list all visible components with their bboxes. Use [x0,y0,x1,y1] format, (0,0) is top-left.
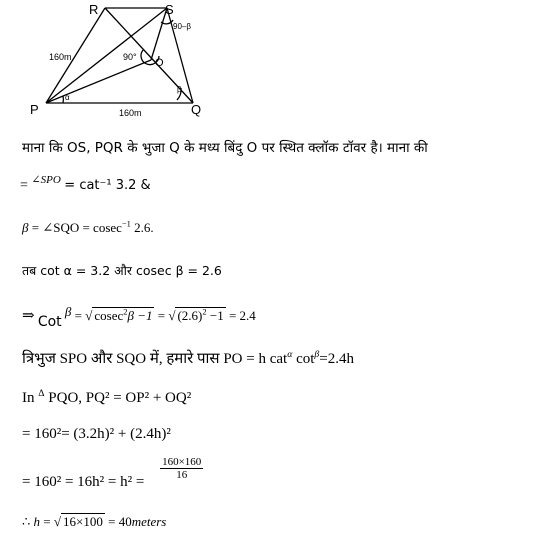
equals-sign: = [20,178,28,193]
label-q: Q [191,102,202,117]
label-pq-length: 160m [119,108,142,118]
beta-symbol-2: β [64,304,72,319]
line-po [46,60,151,103]
equals-2: = [157,308,166,323]
label-beta: β [177,85,182,94]
beta-symbol-3: β [314,349,320,360]
fraction [160,456,203,481]
label-pr-length: 160m [49,52,72,62]
pythagoras: PQO, PQ² = OP² + OQ² [48,390,192,406]
label-angle-s: 90–β [173,22,191,31]
triangle-symbol: Δ [38,388,45,399]
equals-1: = [74,308,82,323]
text-line-2 [20,174,151,194]
text-line-5: ⇒ Cot β = √ cosec$^2$β −1 = √ $(2.6)^2 -1 = 2.4$ [22,304,256,330]
text-line-6: त्रिभुज SPO और SQO में, हमारे पास PO = h cat$^\alpha$ $\cot^\beta=2.4h$ [22,349,354,367]
text-line-7: In $^\Delta$ PQO, PQ² = OP² + OQ² [22,388,192,406]
cot-result: = 2.4 [228,308,256,323]
inverse-exponent: −1 [121,218,131,229]
label-alpha: α [65,93,70,102]
fraction-numerator: 160×160 [162,456,202,468]
angle-spo: ∠SPO [31,174,61,186]
implies-arrow: ⇒ [22,308,35,324]
text-line-4: तब cot α = 3.2 और cosec β = 2.6 [22,263,222,278]
cot-label: Cot [37,314,62,330]
therefore-symbol: ∴ [22,514,31,529]
triangle-statement: त्रिभुज SPO और SQO में, हमारे पास PO = h cat [22,351,288,367]
text-line-3 [22,220,154,236]
label-o: O [155,57,164,69]
po-result: =2.4h [319,351,354,367]
radical-3: 16×100 [63,514,103,529]
fraction-denominator: 16 [176,469,188,481]
radical-1: cosec$^2$β −1 [94,306,153,323]
geometry-figure [25,0,215,120]
text-line-9: = 160² = 16h² = h² = $\frac{160\times 160}{16}$ [22,456,202,490]
label-r: R [89,2,99,17]
angle-spo-value: = cat⁻¹ 3.2 & [64,178,151,193]
radical-2: $(2.6)^2 -1$ [177,306,224,323]
text-line-1: माना कि OS, PQR के भुजा Q के मध्य बिंदु O पर स्थित क्लॉक टॉवर है। माना की [22,140,428,156]
alpha-symbol: α [287,349,293,360]
cosec-value: 2.6. [134,220,154,235]
label-angle-90: 90° [123,52,137,62]
label-s: S [165,2,174,17]
text-line-10: ∴ h = √ 16×100 = 40meters [22,514,167,529]
text-line-8: = 160²= (3.2h)² + (2.4h)² [22,426,171,442]
label-p: P [30,102,39,117]
beta-symbol: β [22,220,29,235]
unit-meters: meters [131,514,167,529]
angle-sqo: = ∠SQO = cosec [31,220,122,235]
